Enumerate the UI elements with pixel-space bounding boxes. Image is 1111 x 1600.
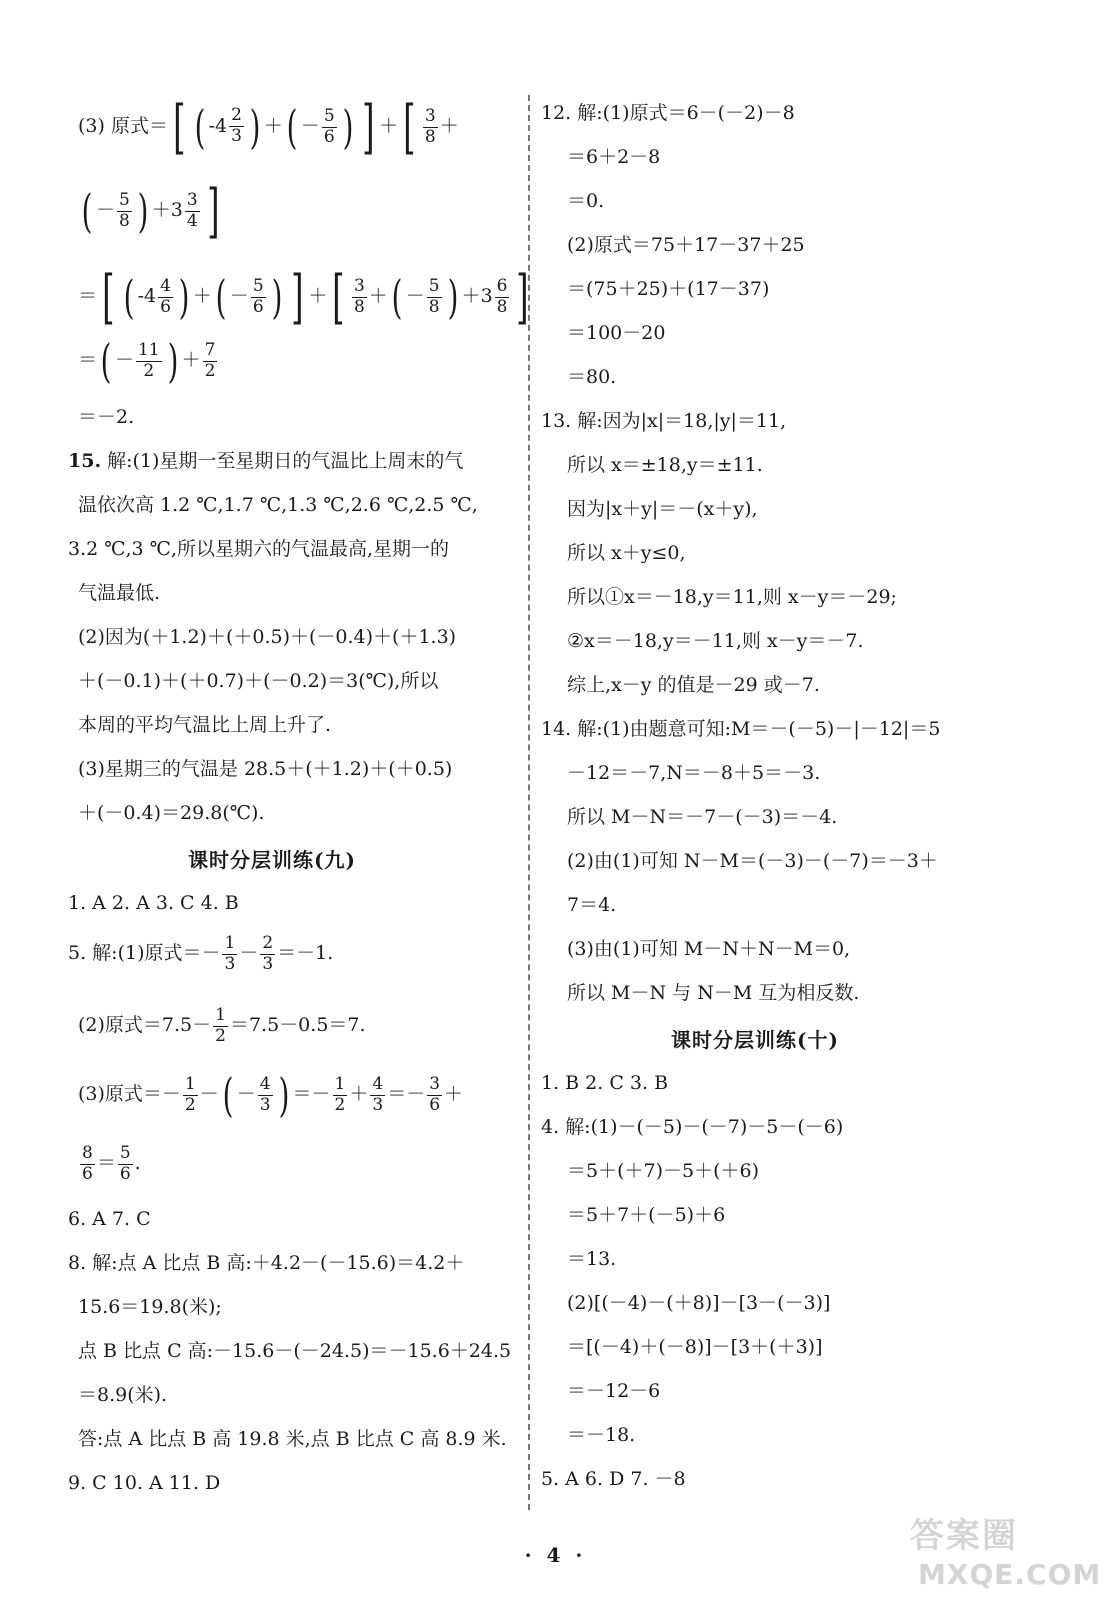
q4-line5: (2)[(－4)－(＋8)]－[3－(－3)] [567,1292,831,1314]
fraction: $\frac{3}{4}$ [186,189,198,231]
q5-line3: (3)原式＝－ $\frac{1}{2}$ －( － $\frac{4}{3}$ ) ＝－ $\frac{1}{2}$ ＋ $\frac{4}{3}$ ＝－ $\frac{3}{6}$ ＋ [78,1068,464,1122]
q8-line3: 点 B 比点 C 高:－15.6－(－24.5)＝－15.6＋24.5 [78,1340,512,1362]
fraction: $\frac{5}{6}$ [252,275,264,317]
q8-line1: 8. 解:点 A 比点 B 高:＋4.2－(－15.6)＝4.2＋ [68,1252,465,1274]
q12-line5: ＝(75＋25)＋(17－37) [567,278,770,300]
q14-line1: 14. 解:(1)由题意可知:M＝－(－5)－|－12|＝5 [541,718,941,740]
q8-line4: ＝8.9(米). [78,1384,168,1406]
q15-line9: ＋(－0.4)＝29.8(℃). [78,802,265,824]
text: (3)原式＝－ [78,1083,181,1105]
q15-line7: 本周的平均气温比上周上升了. [78,714,332,736]
left-column [68,0,530,1500]
q4-line4: ＝13. [567,1248,617,1270]
text: (3) 原式＝ [78,115,168,137]
answers-1-4: 1. A 2. A 3. C 4. B [68,892,239,914]
q14-3-line4: ＝( － $\frac{11}{2}$ ) ＋ $\frac{7}{2}$ [78,334,216,388]
q15-line6: ＋(－0.1)＋(＋0.7)＋(－0.2)＝3(℃),所以 [78,670,439,692]
section-heading-9: 课时分层训练(九) [188,848,356,872]
watermark-logo [910,1508,1100,1596]
right-column [543,0,1013,1500]
q4-line1: 4. 解:(1)－(－5)－(－7)－5－(－6) [541,1116,844,1138]
fraction: $\frac{1}{2}$ [215,1005,226,1046]
q13-line1: 13. 解:因为|x|＝18,|y|＝11, [541,410,787,432]
q14-3-line3: ＝[ ( -4 $\frac{4}{6}$ ) ＋( － $\frac{5}{6}$ ) ] ＋[ $\frac{3}{8}$ ＋( － $\frac{5}{8}$ ) ＋3 $\frac{6}{8}$ ] [78,263,530,331]
fraction: $\frac{1}{3}$ [224,933,236,974]
fraction: $\frac{7}{2}$ [204,339,216,381]
fraction: $\frac{4}{6}$ [160,275,171,317]
fraction: $\frac{1}{2}$ [184,1073,196,1115]
q14-3-result: ＝－2. [78,406,135,428]
text: 解:(1)星期一至星期日的气温比上周末的气 [107,450,464,472]
mixed-whole: -4 [208,115,228,137]
q14-3-line2: ( － $\frac{5}{8}$ ) ＋3 $\frac{3}{4}$ ] [81,177,220,245]
fraction: $\frac{6}{8}$ [496,275,508,317]
fraction: $\frac{5}{8}$ [118,189,130,231]
q5-line1 [68,934,333,974]
fraction: $\frac{4}{3}$ [372,1073,384,1115]
answers-5-7: 5. A 6. D 7. －8 [541,1468,686,1490]
q8-line5: 答:点 A 比点 B 高 19.8 米,点 B 比点 C 高 8.9 米. [78,1428,507,1450]
fraction: $\frac{3}{6}$ [429,1073,441,1115]
q13-line5: 所以①x＝－18,y＝11,则 x－y＝－29; [567,586,897,608]
q14-line3: 所以 M－N＝－7－(－3)＝－4. [567,806,838,828]
fraction: $\frac{3}{8}$ [353,275,365,317]
fraction: $\frac{11}{2}$ [137,339,160,381]
section-heading-10: 课时分层训练(十) [671,1028,839,1052]
q15-line2: 温依次高 1.2 ℃,1.7 ℃,1.3 ℃,2.6 ℃,2.5 ℃, [78,494,478,516]
page-number: · 4 · [524,1543,587,1567]
q12-line4: (2)原式＝75＋17－37＋25 [567,234,805,256]
watermark-text-bottom: MXQE.COM [918,1558,1102,1591]
q13-line4: 所以 x＋y≤0, [567,542,686,564]
text: ＝7.5－0.5＝7. [229,1014,366,1037]
fraction: $\frac{5}{6}$ [323,105,335,147]
q14-line4: (2)由(1)可知 N－M＝(－3)－(－7)＝－3＋ [567,850,938,872]
q4-line6: ＝[(－4)＋(－8)]－[3＋(＋3)] [567,1336,823,1358]
question-number: 15. [68,450,102,472]
q14-3-line1: (3) 原式＝[ ( -4 $\frac{2}{3}$ ) ＋( － $\frac{5}{6}$ ) ] ＋[ $\frac{3}{8}$ ＋ [78,93,459,161]
q15-line4: 气温最低. [78,582,161,604]
q13-line3: 因为|x＋y|＝－(x＋y), [567,498,758,520]
watermark-text-top: 答案圈 [910,1516,1018,1556]
fraction: $\frac{5}{8}$ [428,275,440,317]
answers-6-7: 6. A 7. C [68,1208,151,1230]
text: (2)原式＝7.5－ [78,1014,212,1037]
q5-line4: $\frac{8}{6}$ ＝ $\frac{5}{6}$ . [82,1143,141,1184]
q15-line5: (2)因为(＋1.2)＋(＋0.5)＋(－0.4)＋(＋1.3) [78,626,457,648]
text: ＝－1. [277,942,334,965]
q13-line7: 综上,x－y 的值是－29 或－7. [567,674,820,696]
q4-line8: ＝－18. [567,1424,636,1446]
fraction: $\frac{2}{3}$ [262,933,274,974]
q14-line2: －12＝－7,N＝－8＋5＝－3. [567,762,821,784]
q14-line7: 所以 M－N 与 N－M 互为相反数. [567,982,860,1004]
fraction: $\frac{5}{6}$ [119,1143,131,1184]
answers-9-11: 9. C 10. A 11. D [68,1472,221,1494]
q12-line7: ＝80. [567,366,617,388]
q8-line2: 15.6＝19.8(米); [78,1296,222,1318]
q15-line8: (3)星期三的气温是 28.5＋(＋1.2)＋(＋0.5) [78,758,453,780]
q4-line7: ＝－12－6 [567,1380,661,1402]
q15-line3: 3.2 ℃,3 ℃,所以星期六的气温最高,星期一的 [68,538,450,560]
text: 5. 解:(1)原式＝－ [68,942,221,965]
q14-line5: 7＝4. [567,894,617,916]
q13-line6: ②x＝－18,y＝－11,则 x－y＝－7. [567,630,864,652]
fraction: $\frac{8}{6}$ [82,1143,93,1184]
q12-line3: ＝0. [567,190,605,212]
q15-line1 [68,452,463,471]
q12-line6: ＝100－20 [567,322,666,344]
q4-line2: ＝5＋(＋7)－5＋(＋6) [567,1160,760,1182]
column-divider [528,95,530,1510]
q14-line6: (3)由(1)可知 M－N＋N－M＝0, [567,938,851,960]
q12-line2: ＝6＋2－8 [567,146,661,168]
fraction: $\frac{2}{3}$ [231,105,242,146]
fraction: $\frac{3}{8}$ [424,105,436,147]
q13-line2: 所以 x＝±18,y＝±11. [567,454,763,476]
q5-line2 [78,1006,366,1046]
fraction: $\frac{4}{3}$ [259,1073,271,1115]
q4-line3: ＝5＋7＋(－5)＋6 [567,1204,726,1226]
q12-line1: 12. 解:(1)原式＝6－(－2)－8 [541,102,795,124]
mixed-whole: 3 [170,199,183,221]
answers-1-3: 1. B 2. C 3. B [541,1072,669,1094]
fraction: $\frac{1}{2}$ [334,1073,346,1115]
text: － [239,942,259,965]
